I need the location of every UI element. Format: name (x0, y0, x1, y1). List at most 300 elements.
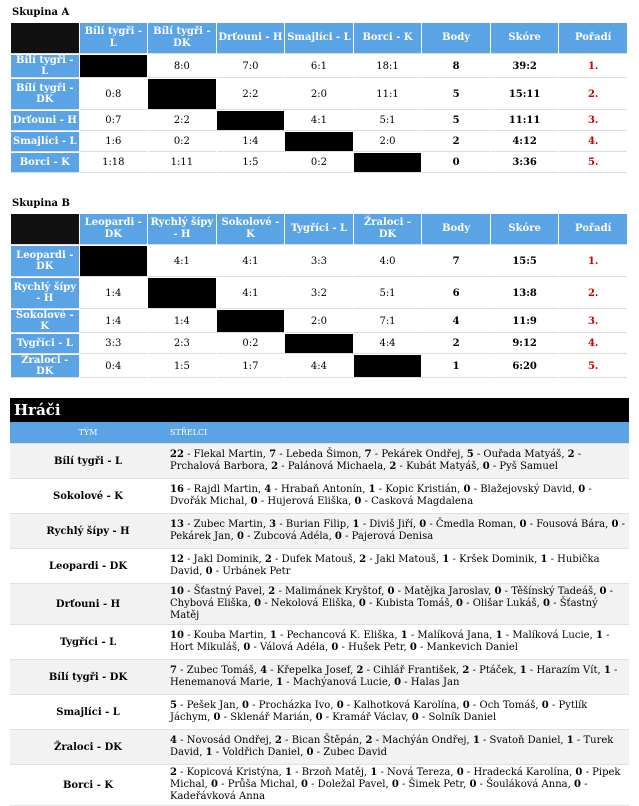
team-column-header: TÝM (10, 422, 166, 444)
rank-cell: 1. (559, 55, 627, 78)
player-name: Casková Magdalena (371, 496, 474, 507)
match-result: 4:1 (217, 278, 285, 309)
match-result: 1:18 (80, 153, 148, 173)
player-name: Malíková Jana (417, 630, 490, 641)
player-name: Halas Jan (410, 677, 460, 688)
player-name: Kopic Kristián (385, 484, 458, 495)
column-header: Bílí tygři - L (80, 23, 148, 54)
team-name: Sokolové - K (10, 479, 166, 514)
player-name: Čmedla Roman (435, 519, 514, 530)
team-name: Bílí tygři - L (10, 444, 166, 479)
goal-count: 0 (456, 598, 463, 609)
goal-count: 0 (300, 779, 308, 790)
goal-count: 0 (469, 779, 477, 790)
match-result: 4:1 (217, 246, 285, 277)
team-name: Tygříci - L (10, 625, 166, 660)
row-team-name: Drťouni - H (11, 111, 79, 131)
player-name: Flekal Martin (193, 449, 263, 460)
player-name: Zubec Martin (193, 519, 263, 530)
match-result: 4:4 (285, 355, 353, 378)
goal-count: 0 (358, 598, 366, 609)
player-team-row (10, 584, 629, 625)
scorers-list: 5 - Pešek Jan, 0 - Procházka Ivo, 0 - Kalhotková Karolína, 0 - Och Tomáš, 0 - Pytlík Jáchym, 0 - Sklenář Marián, 0 - Kramář Václav, 0 - Solník Daniel (166, 695, 629, 730)
player-name: Nová Tereza (387, 767, 451, 778)
points-cell: 4 (422, 310, 490, 333)
self-match-cell (217, 111, 285, 131)
player-name: Kubát Matyáš (406, 461, 477, 472)
goal-count: 1 (370, 767, 378, 778)
goal-count: 0 (456, 767, 464, 778)
points-cell: 7 (422, 246, 490, 277)
row-team-name: Leopardi - DK (11, 246, 79, 277)
goal-count: 1 (284, 767, 292, 778)
player-name: Bican Štěpán (291, 735, 360, 746)
player-name: Zubec David (323, 747, 387, 758)
rank-cell: 3. (559, 310, 627, 333)
row-team-name: Borci - K (11, 153, 79, 173)
player-name: Válová Adéla (260, 642, 326, 653)
player-team-row (10, 479, 629, 514)
score-cell: 13:8 (491, 278, 559, 309)
player-name: Henemanová Marie (170, 677, 270, 688)
goal-count: 0 (419, 519, 427, 530)
goal-count: 1 (603, 665, 611, 676)
row-team-name: Bílí tygři - L (11, 55, 79, 78)
player-name: Kramář Václav (332, 712, 406, 723)
player-team-row (10, 730, 629, 765)
match-result: 1:4 (217, 132, 285, 152)
goal-count: 0 (411, 712, 419, 723)
points-cell: 2 (422, 334, 490, 354)
player-name: Malimánek Kryštof (285, 586, 382, 597)
scorers-list: 13 - Zubec Martin, 3 - Burian Filip, 1 - Diviš Jiří, 0 - Čmedla Roman, 0 - Fousová Bára, 0 - Pekárek Jan, 0 - Zubcová Adéla, 0 - Pajerová Denisa (166, 514, 629, 549)
goal-count: 0 (409, 642, 417, 653)
score-cell: 11:9 (491, 310, 559, 333)
match-result: 4:4 (354, 334, 422, 354)
goal-count: 7 (170, 665, 177, 676)
column-header: Borci - K (354, 23, 422, 54)
goal-count: 4 (260, 665, 268, 676)
goal-count: 0 (243, 642, 251, 653)
player-name: Pytlík Jáchym (170, 700, 588, 723)
match-result: 1:7 (217, 355, 285, 378)
score-cell: 3:36 (491, 153, 559, 173)
match-result: 0:8 (80, 79, 148, 110)
goal-count: 1 (540, 554, 548, 565)
goal-count: 10 (170, 630, 184, 641)
player-name: Šťastný Pavel (193, 586, 262, 597)
match-result: 2:3 (148, 334, 216, 354)
goal-count: 0 (394, 677, 402, 688)
player-name: Rajdl Martin (193, 484, 258, 495)
player-name: Brzoň Matěj (301, 767, 364, 778)
goal-count: 16 (170, 484, 184, 495)
column-header: Pořadí (559, 214, 627, 245)
column-header: Body (422, 214, 490, 245)
goal-count: 0 (575, 767, 583, 778)
goal-count: 0 (611, 519, 619, 530)
self-match-cell (148, 278, 216, 309)
player-team-row (10, 514, 629, 549)
row-team-name: Tygříci - L (11, 334, 79, 354)
player-name: Sklenář Marián (230, 712, 310, 723)
goal-count: 0 (205, 566, 213, 577)
self-match-cell (354, 153, 422, 173)
goal-count: 0 (519, 519, 527, 530)
players-table (10, 422, 629, 806)
player-name: Malíková Lucie (512, 630, 590, 641)
standings-row (11, 310, 627, 333)
row-team-name: Žraloci - DK (11, 355, 79, 378)
player-name: Pechancová K. Eliška (286, 630, 395, 641)
player-team-row (10, 695, 629, 730)
goal-count: 5 (466, 449, 474, 460)
player-name: Hušek Petr (348, 642, 404, 653)
standings-row (11, 79, 627, 110)
score-cell: 4:12 (491, 132, 559, 152)
score-cell: 6:20 (491, 355, 559, 378)
player-name: Jakl Dominik (193, 554, 259, 565)
goal-count: 2 (365, 735, 373, 746)
players-header-row (10, 422, 629, 444)
row-team-name: Sokolové - K (11, 310, 79, 333)
goal-count: 10 (170, 586, 184, 597)
player-name: Olišar Lukáš (472, 598, 537, 609)
goal-count: 0 (334, 531, 342, 542)
player-name: Blažejovský David (480, 484, 572, 495)
match-result: 1:11 (148, 153, 216, 173)
score-cell: 15:11 (491, 79, 559, 110)
player-name: Mankevich Daniel (426, 642, 518, 653)
players-section-title: Hráči (10, 398, 629, 422)
player-name: Zubec Tomáš (186, 665, 254, 676)
match-result: 0:7 (80, 111, 148, 131)
player-name: Šťastný Matěj (170, 598, 598, 621)
player-name: Machýán Ondřej (382, 735, 467, 746)
group-header-row (11, 214, 627, 245)
player-name: Pešek Jan (186, 700, 236, 711)
match-result: 0:2 (285, 153, 353, 173)
points-cell: 6 (422, 278, 490, 309)
player-name: Šimek Petr (408, 779, 464, 790)
match-result: 0:2 (148, 132, 216, 152)
player-name: Pekárek Jan (170, 531, 231, 542)
match-result: 1:4 (80, 278, 148, 309)
goal-count: 7 (269, 449, 277, 460)
player-name: Pyš Samuel (499, 461, 558, 472)
goal-count: 0 (306, 747, 314, 758)
group-a-title: Skupina A (12, 7, 70, 18)
player-team-row (10, 660, 629, 695)
goal-count: 2 (356, 665, 364, 676)
goal-count: 1 (400, 630, 408, 641)
group-a-table (10, 22, 628, 174)
match-result: 4:0 (354, 246, 422, 277)
goal-count: 2 (462, 665, 470, 676)
player-name: Těšínský Tadeáš (511, 586, 594, 597)
points-cell: 0 (422, 153, 490, 173)
group-b-title: Skupina B (12, 198, 70, 209)
player-team-row (10, 765, 629, 806)
player-name: Novosád Ondřej (186, 735, 269, 746)
group-header-row (11, 23, 627, 54)
points-cell: 5 (422, 79, 490, 110)
goal-count: 1 (352, 519, 360, 530)
player-name: Kopicová Kristýna (186, 767, 279, 778)
goal-count: 0 (354, 496, 362, 507)
goal-count: 0 (494, 586, 502, 597)
scorers-list: 10 - Kouba Martin, 1 - Pechancová K. Eliška, 1 - Malíková Jana, 1 - Malíková Lucie, 1 - Hort Mikuláš, 0 - Válová Adéla, 0 - Hušek Petr, 0 - Mankevich Daniel (166, 625, 629, 660)
match-result: 6:1 (285, 55, 353, 78)
goal-count: 2 (264, 554, 272, 565)
player-name: Ptáček (479, 665, 514, 676)
row-team-name: Rychlý šípy - H (11, 278, 79, 309)
column-header: Body (422, 23, 490, 54)
player-name: Pipek Michal (170, 767, 621, 790)
standings-row (11, 355, 627, 378)
player-name: Machýanová Lucie (292, 677, 388, 688)
goal-count: 0 (213, 712, 221, 723)
goal-count: 2 (275, 735, 282, 746)
score-cell: 9:12 (491, 334, 559, 354)
rank-cell: 5. (559, 355, 627, 378)
player-name: Hrabaň Antonín (281, 484, 363, 495)
goal-count: 13 (170, 519, 184, 530)
column-header: Žraloci - DK (354, 214, 422, 245)
goal-count: 2 (567, 449, 575, 460)
player-name: Solník Daniel (428, 712, 497, 723)
match-result: 2:2 (148, 111, 216, 131)
goal-count: 1 (519, 665, 527, 676)
goal-count: 12 (170, 554, 184, 565)
player-name: Šouláková Anna (486, 779, 568, 790)
points-cell: 2 (422, 132, 490, 152)
standings-row (11, 278, 627, 309)
player-name: Turek David (170, 735, 614, 758)
team-name: Bílí tygři - DK (10, 660, 166, 695)
points-cell: 1 (422, 355, 490, 378)
group-b-table (10, 213, 628, 379)
points-cell: 5 (422, 111, 490, 131)
player-team-row (10, 625, 629, 660)
player-team-row (10, 549, 629, 584)
scorers-list: 7 - Zubec Tomáš, 4 - Křepelka Josef, 2 - Cihlář František, 2 - Ptáček, 1 - Harazím Vít, 1 - Henemanová Marie, 1 - Machýanová Lucie, 0 - Halas Jan (166, 660, 629, 695)
score-cell: 11:11 (491, 111, 559, 131)
self-match-cell (80, 246, 148, 277)
rank-cell: 2. (559, 79, 627, 110)
goal-count: 0 (541, 700, 549, 711)
player-name: Cihlář František (373, 665, 457, 676)
player-name: Prchalová Barbora (170, 461, 265, 472)
rank-cell: 4. (559, 132, 627, 152)
scorers-list: 2 - Kopicová Kristýna, 1 - Brzoň Matěj, 1 - Nová Tereza, 0 - Hradecká Karolína, 0 - Pipek Michal, 0 - Průša Michal, 0 - Doležal Pavel, 0 - Šimek Petr, 0 - Šouláková Anna, 0 - Kadeřávková Anna (166, 765, 629, 806)
goal-count: 1 (269, 630, 277, 641)
match-result: 11:1 (354, 79, 422, 110)
scorers-list: 4 - Novosád Ondřej, 2 - Bican Štěpán, 2 - Machýán Ondřej, 1 - Svatoň Daniel, 1 - Turek David, 1 - Voldřich Daniel, 0 - Zubec David (166, 730, 629, 765)
player-name: Kubista Tomáš (375, 598, 450, 609)
player-name: Křepelka Josef (276, 665, 351, 676)
team-name: Smajlíci - L (10, 695, 166, 730)
goal-count: 1 (566, 735, 574, 746)
player-name: Ouřada Matyáš (483, 449, 562, 460)
player-name: Pekárek Ondřej (381, 449, 461, 460)
rank-cell: 2. (559, 278, 627, 309)
self-match-cell (80, 55, 148, 78)
player-name: Fousová Bára (536, 519, 606, 530)
scorers-list: 22 - Flekal Martin, 7 - Lebeda Šimon, 7 - Pekárek Ondřej, 5 - Ouřada Matyáš, 2 - Prchalová Barbora, 2 - Palánová Michaela, 2 - Kubát Matyáš, 0 - Pyš Samuel (166, 444, 629, 479)
player-name: Och Tomáš (479, 700, 536, 711)
goal-count: 1 (442, 554, 450, 565)
goal-count: 0 (331, 642, 339, 653)
player-name: Burian Filip (285, 519, 347, 530)
player-name: Kadeřávková Anna (170, 791, 266, 802)
row-team-name: Bílí tygři - DK (11, 79, 79, 110)
column-header: Sokolové - K (217, 214, 285, 245)
standings-row (11, 153, 627, 173)
player-team-row (10, 444, 629, 479)
player-name: Hujerová Eliška (267, 496, 349, 507)
player-name: Svatoň Daniel (489, 735, 561, 746)
rank-cell: 3. (559, 111, 627, 131)
goal-count: 0 (315, 712, 323, 723)
player-name: Kouba Martin (193, 630, 264, 641)
column-header: Pořadí (559, 23, 627, 54)
goal-count: 0 (599, 586, 607, 597)
rank-cell: 5. (559, 153, 627, 173)
score-cell: 15:5 (491, 246, 559, 277)
goal-count: 0 (387, 586, 395, 597)
goal-count: 3 (269, 519, 277, 530)
match-result: 7:0 (217, 55, 285, 78)
player-name: Průša Michal (227, 779, 295, 790)
goal-count: 1 (205, 747, 213, 758)
row-team-name: Smajlíci - L (11, 132, 79, 152)
player-name: Urbánek Petr (222, 566, 291, 577)
match-result: 0:2 (217, 334, 285, 354)
match-result: 8:0 (148, 55, 216, 78)
player-name: Harazím Vít (536, 665, 598, 676)
goal-count: 0 (254, 598, 262, 609)
player-name: Dufek Matouš (281, 554, 353, 565)
goal-count: 0 (462, 700, 470, 711)
player-name: Diviš Jiří (369, 519, 413, 530)
match-result: 7:1 (354, 310, 422, 333)
match-result: 2:0 (354, 132, 422, 152)
player-name: Chybová Eliška (170, 598, 248, 609)
goal-count: 22 (170, 449, 184, 460)
goal-count: 4 (170, 735, 177, 746)
goal-count: 4 (264, 484, 272, 495)
column-header: Tygříci - L (285, 214, 353, 245)
standings-row (11, 55, 627, 78)
team-name: Borci - K (10, 765, 166, 806)
player-name: Palánová Michaela (287, 461, 384, 472)
team-name: Drťouni - H (10, 584, 166, 625)
match-result: 3:3 (285, 246, 353, 277)
match-result: 1:4 (80, 310, 148, 333)
match-result: 2:0 (285, 79, 353, 110)
standings-row (11, 132, 627, 152)
player-name: Kalhotková Karolína (353, 700, 457, 711)
match-result: 5:1 (354, 278, 422, 309)
match-result: 5:1 (354, 111, 422, 131)
goal-count: 2 (170, 767, 177, 778)
match-result: 4:1 (148, 246, 216, 277)
scorers-list: 16 - Rajdl Martin, 4 - Hrabaň Antonín, 1 - Kopic Kristián, 0 - Blažejovský David, 0 - Dvořák Michal, 0 - Hujerová Eliška, 0 - Casková Magdalena (166, 479, 629, 514)
standings-row (11, 246, 627, 277)
match-result: 1:5 (148, 355, 216, 378)
standings-row (11, 334, 627, 354)
goal-count: 0 (241, 700, 249, 711)
player-name: Matějka Jaroslav (404, 586, 489, 597)
column-header: Skóre (491, 23, 559, 54)
goal-count: 0 (578, 484, 586, 495)
goal-count: 5 (170, 700, 177, 711)
match-result: 2:2 (217, 79, 285, 110)
goal-count: 0 (463, 484, 471, 495)
column-header: Drťouni - H (217, 23, 285, 54)
match-result: 18:1 (354, 55, 422, 78)
team-name: Leopardi - DK (10, 549, 166, 584)
self-match-cell (285, 334, 353, 354)
match-result: 2:0 (285, 310, 353, 333)
player-name: Hubička David (170, 554, 600, 577)
goal-count: 2 (271, 461, 279, 472)
standings-row (11, 111, 627, 131)
goal-count: 2 (389, 461, 397, 472)
player-name: Pajerová Denisa (351, 531, 434, 542)
rank-cell: 4. (559, 334, 627, 354)
column-header: Leopardi - DK (80, 214, 148, 245)
match-result: 1:5 (217, 153, 285, 173)
header-corner-cell (11, 214, 79, 245)
column-header: Skóre (491, 214, 559, 245)
scorers-list: 12 - Jakl Dominik, 2 - Dufek Matouš, 2 - Jakl Matouš, 1 - Kršek Dominik, 1 - Hubička David, 0 - Urbánek Petr (166, 549, 629, 584)
team-name: Žraloci - DK (10, 730, 166, 765)
column-header: Smajlíci - L (285, 23, 353, 54)
player-name: Nekolová Eliška (270, 598, 353, 609)
match-result: 3:3 (80, 334, 148, 354)
match-result: 0:4 (80, 355, 148, 378)
self-match-cell (148, 79, 216, 110)
self-match-cell (354, 355, 422, 378)
self-match-cell (217, 310, 285, 333)
player-name: Voldřich Daniel (222, 747, 301, 758)
player-name: Zubcová Adéla (253, 531, 329, 542)
goal-count: 1 (368, 484, 376, 495)
match-result: 1:4 (148, 310, 216, 333)
column-header: Rychlý šípy - H (148, 214, 216, 245)
goal-count: 1 (595, 630, 603, 641)
goal-count: 0 (250, 496, 258, 507)
player-name: Hort Mikuláš (170, 642, 237, 653)
goal-count: 1 (495, 630, 503, 641)
player-name: Jakl Matouš (375, 554, 437, 565)
match-result: 4:1 (285, 111, 353, 131)
goal-count: 2 (268, 586, 276, 597)
goal-count: 0 (211, 779, 218, 790)
rank-cell: 1. (559, 246, 627, 277)
match-result: 1:6 (80, 132, 148, 152)
player-name: Hradecká Karolína (473, 767, 570, 778)
match-result: 3:2 (285, 278, 353, 309)
goal-count: 1 (472, 735, 480, 746)
player-name: Procházka Ivo (258, 700, 331, 711)
scorers-list: 10 - Šťastný Pavel, 2 - Malimánek Kryštof, 0 - Matějka Jaroslav, 0 - Těšínský Tadeáš, 0 - Chybová Eliška, 0 - Nekolová Eliška, 0 - Kubista Tomáš, 0 - Olišar Lukáš, 0 - Šťastný Matěj (166, 584, 629, 625)
goal-count: 0 (391, 779, 399, 790)
goal-count: 0 (542, 598, 550, 609)
scorers-column-header: STŘELCI (166, 422, 629, 444)
